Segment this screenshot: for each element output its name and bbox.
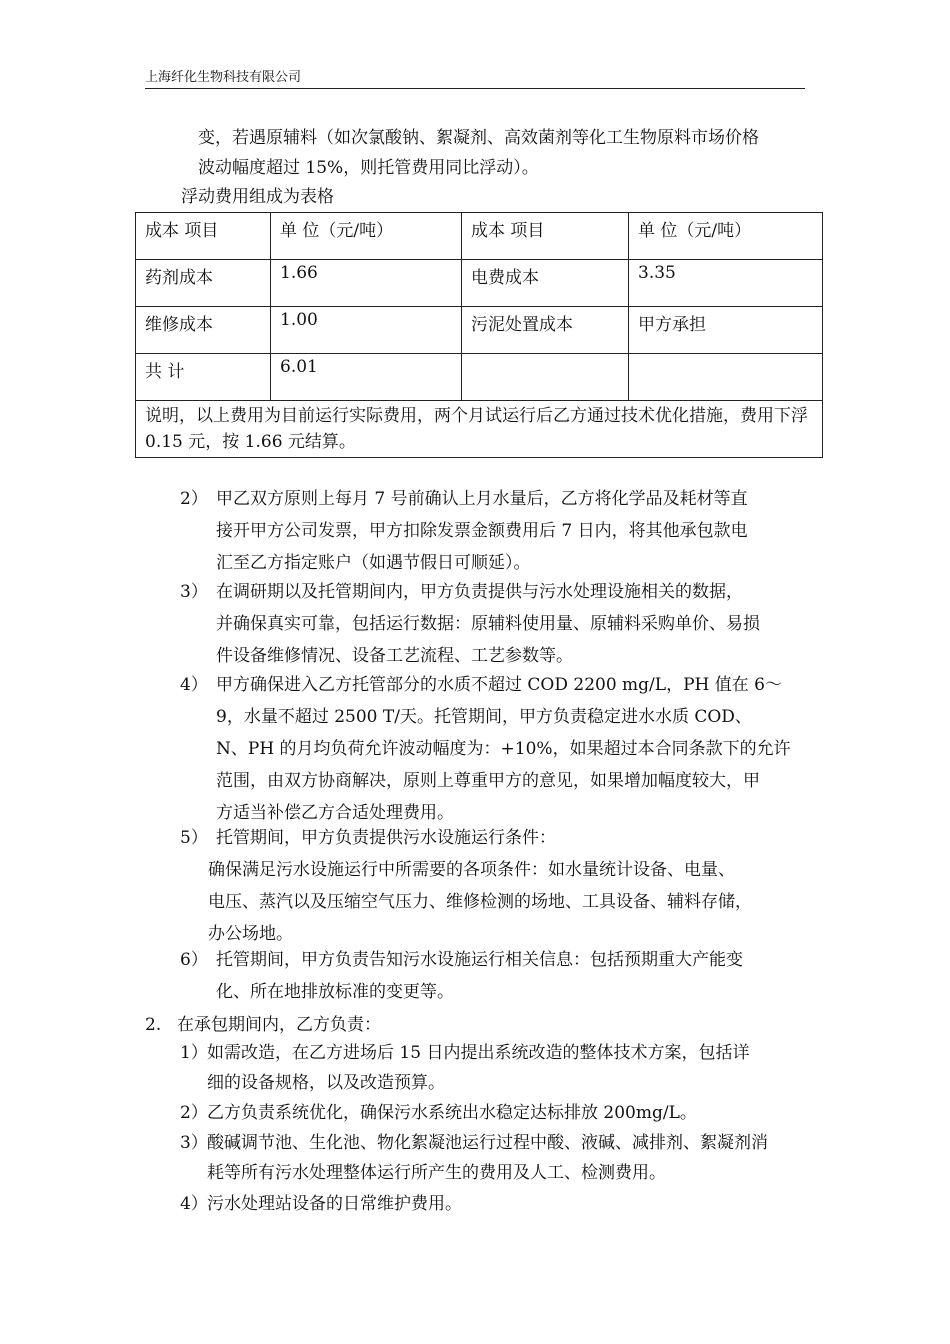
header-cell: 单 位（元/吨） bbox=[271, 213, 462, 260]
item-line: 甲乙双方原则上每月 7 号前确认上月水量后，乙方将化学品及耗材等直 bbox=[216, 489, 748, 509]
header-cell: 成本 项目 bbox=[462, 213, 629, 260]
table-cell: 3.35 bbox=[629, 260, 823, 307]
item-number: 4） bbox=[180, 1194, 208, 1214]
item-line: 甲方确保进入乙方托管部分的水质不超过 COD 2200 mg/L，PH 值在 6～ bbox=[216, 675, 782, 695]
table-caption: 浮动费用组成为表格 bbox=[181, 187, 334, 207]
item-number: 2） bbox=[180, 1103, 208, 1123]
item-line: 托管期间，甲方负责提供污水设施运行条件： bbox=[216, 828, 556, 848]
table-cell: 维修成本 bbox=[136, 307, 271, 354]
item-line: 9，水量不超过 2500 T/天。托管期间，甲方负责稳定进水水质 COD、 bbox=[216, 707, 752, 727]
table-cell: 1.00 bbox=[271, 307, 462, 354]
table-cell bbox=[629, 354, 823, 401]
item-line: 耗等所有污水处理整体运行所产生的费用及人工、检测费用。 bbox=[207, 1163, 666, 1183]
intro-paragraph bbox=[198, 123, 810, 183]
table-total-row bbox=[136, 354, 823, 401]
table-row bbox=[136, 260, 823, 307]
item-line: 托管期间，甲方负责告知污水设施运行相关信息：包括预期重大产能变 bbox=[216, 950, 743, 970]
intro-line: 变，若遇原辅料（如次氯酸钠、絮凝剂、高效菌剂等化工生物原料市场价格 bbox=[198, 128, 759, 148]
item-number: 4） bbox=[180, 675, 208, 695]
table-cell: 6.01 bbox=[271, 354, 462, 401]
item-line: 汇至乙方指定账户（如遇节假日可顺延）。 bbox=[216, 553, 531, 573]
section-title: 在承包期间内，乙方负责： bbox=[177, 1015, 381, 1035]
intro-line: 波动幅度超过 15%，则托管费用同比浮动）。 bbox=[198, 158, 539, 178]
table-cell: 电费成本 bbox=[462, 260, 629, 307]
item-line: 乙方负责系统优化，确保污水系统出水稳定达标排放 200mg/L。 bbox=[207, 1103, 697, 1123]
item-line: 办公场地。 bbox=[208, 924, 293, 944]
page-header bbox=[145, 60, 805, 89]
item-line: 污水处理站设备的日常维护费用。 bbox=[207, 1194, 462, 1214]
item-number: 3） bbox=[180, 582, 208, 602]
item-line: 并确保真实可靠，包括运行数据：原辅料使用量、原辅料采购单价、易损 bbox=[216, 614, 760, 634]
item-number: 5） bbox=[180, 828, 208, 848]
table-note: 说明，以上费用为目前运行实际费用，两个月试运行后乙方通过技术优化措施，费用下浮 0.15 元，按 1.66 元结算。 bbox=[136, 401, 823, 458]
item-line: 细的设备规格，以及改造预算。 bbox=[207, 1073, 445, 1093]
table-cell: 1.66 bbox=[271, 260, 462, 307]
table-row bbox=[136, 307, 823, 354]
item-number: 2） bbox=[180, 489, 208, 509]
item-line: 接开甲方公司发票，甲方扣除发票金额费用后 7 日内，将其他承包款电 bbox=[216, 521, 748, 541]
table-cell: 共 计 bbox=[136, 354, 271, 401]
cost-table bbox=[135, 212, 823, 458]
item-line: 在调研期以及托管期间内，甲方负责提供与污水处理设施相关的数据， bbox=[216, 582, 743, 602]
item-line: 酸碱调节池、生化池、物化絮凝池运行过程中酸、液碱、减排剂、絮凝剂消 bbox=[207, 1133, 768, 1153]
item-number: 6） bbox=[180, 950, 208, 970]
table-header-row bbox=[136, 213, 823, 260]
table-cell bbox=[462, 354, 629, 401]
table-cell: 药剂成本 bbox=[136, 260, 271, 307]
table-cell: 污泥处置成本 bbox=[462, 307, 629, 354]
table-note-row bbox=[136, 401, 823, 458]
item-line: 电压、蒸汽以及压缩空气压力、维修检测的场地、工具设备、辅料存储， bbox=[208, 892, 752, 912]
section-number: 2. bbox=[145, 1015, 162, 1035]
item-line: N、PH 的月均负荷允许波动幅度为：+10%，如果超过本合同条款下的允许 bbox=[216, 739, 791, 759]
item-line: 方适当补偿乙方合适处理费用。 bbox=[216, 803, 454, 823]
header-cell: 成本 项目 bbox=[136, 213, 271, 260]
item-number: 3） bbox=[180, 1133, 208, 1153]
company-name: 上海纤化生物科技有限公司 bbox=[145, 70, 302, 85]
table-cell: 甲方承担 bbox=[629, 307, 823, 354]
item-line: 件设备维修情况、设备工艺流程、工艺参数等。 bbox=[216, 646, 573, 666]
item-line: 如需改造，在乙方进场后 15 日内提出系统改造的整体技术方案，包括详 bbox=[207, 1043, 750, 1063]
header-cell: 单 位（元/吨） bbox=[629, 213, 823, 260]
item-line: 范围，由双方协商解决，原则上尊重甲方的意见，如果增加幅度较大，甲 bbox=[216, 771, 760, 791]
item-number: 1） bbox=[180, 1043, 208, 1063]
item-line: 确保满足污水设施运行中所需要的各项条件：如水量统计设备、电量、 bbox=[208, 860, 735, 880]
item-line: 化、所在地排放标准的变更等。 bbox=[216, 982, 454, 1002]
